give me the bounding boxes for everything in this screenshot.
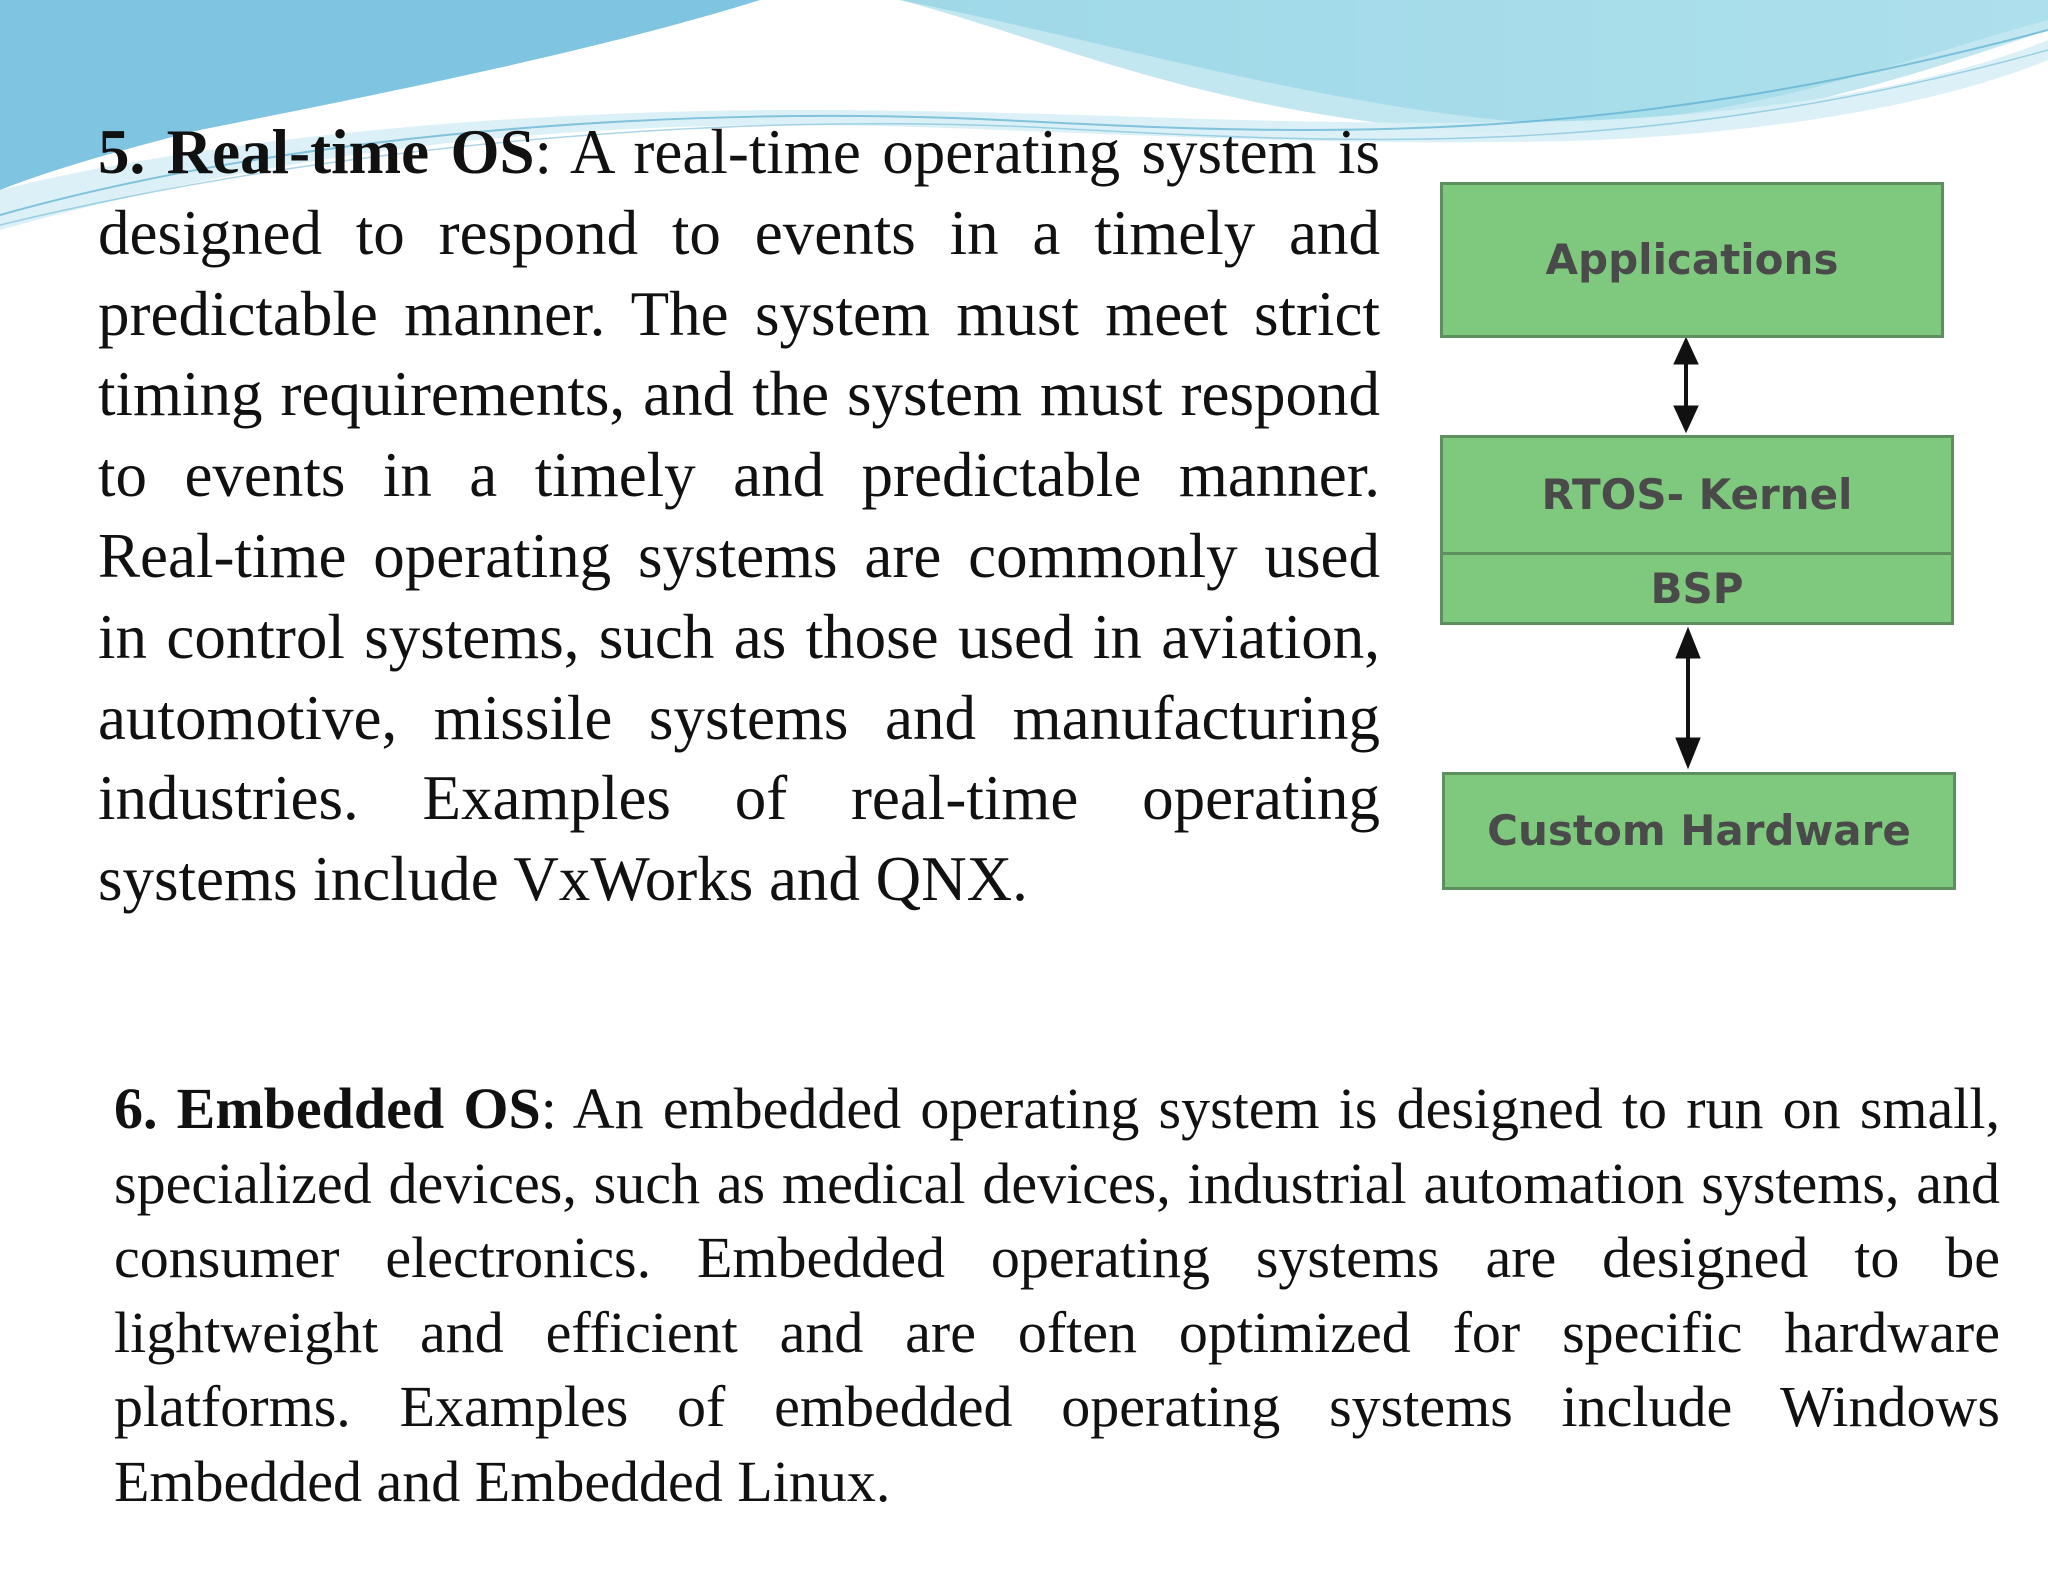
real-time-os-paragraph: [98, 112, 1380, 920]
applications-box: [1440, 182, 1944, 338]
apps-kernel-double-arrow: [1674, 338, 1698, 432]
bsp-hardware-double-arrow: [1676, 628, 1700, 768]
embedded-os-heading: 6. Embedded OS: [114, 1076, 541, 1141]
rtos-architecture-diagram: [1420, 160, 1980, 920]
real-time-os-heading: 5. Real-time OS: [98, 117, 535, 187]
applications-label: Applications: [1545, 235, 1839, 284]
rtos-kernel-label: RTOS- Kernel: [1443, 438, 1951, 555]
custom-hardware-label: Custom Hardware: [1487, 806, 1911, 855]
embedded-os-paragraph: [114, 1072, 2000, 1520]
custom-hardware-box: [1442, 772, 1956, 890]
embedded-os-body: : An embedded operating system is designed to run on small, specialized devices, such as medical devices, industrial automation systems, and consumer electronics. Embedded operating systems are designed to be lightweight and efficient and are often optimized for specific hardware platforms. Examples of embedded operating systems include Windows Embedded and Embedded Linux.: [114, 1076, 2000, 1514]
bsp-label: BSP: [1650, 564, 1744, 613]
real-time-os-body: : A real-time operating system is designed to respond to events in a timely and predictable manner. The system must meet strict timing requirements, and the system must respond to events in a timely and predictable manner. Real-time operating systems are commonly used in control systems, such as those used in aviation, automotive, missile systems and manufacturing industries. Examples of real-time operating systems include VxWorks and QNX.: [98, 117, 1380, 915]
rtos-kernel-bsp-box: [1440, 435, 1954, 625]
